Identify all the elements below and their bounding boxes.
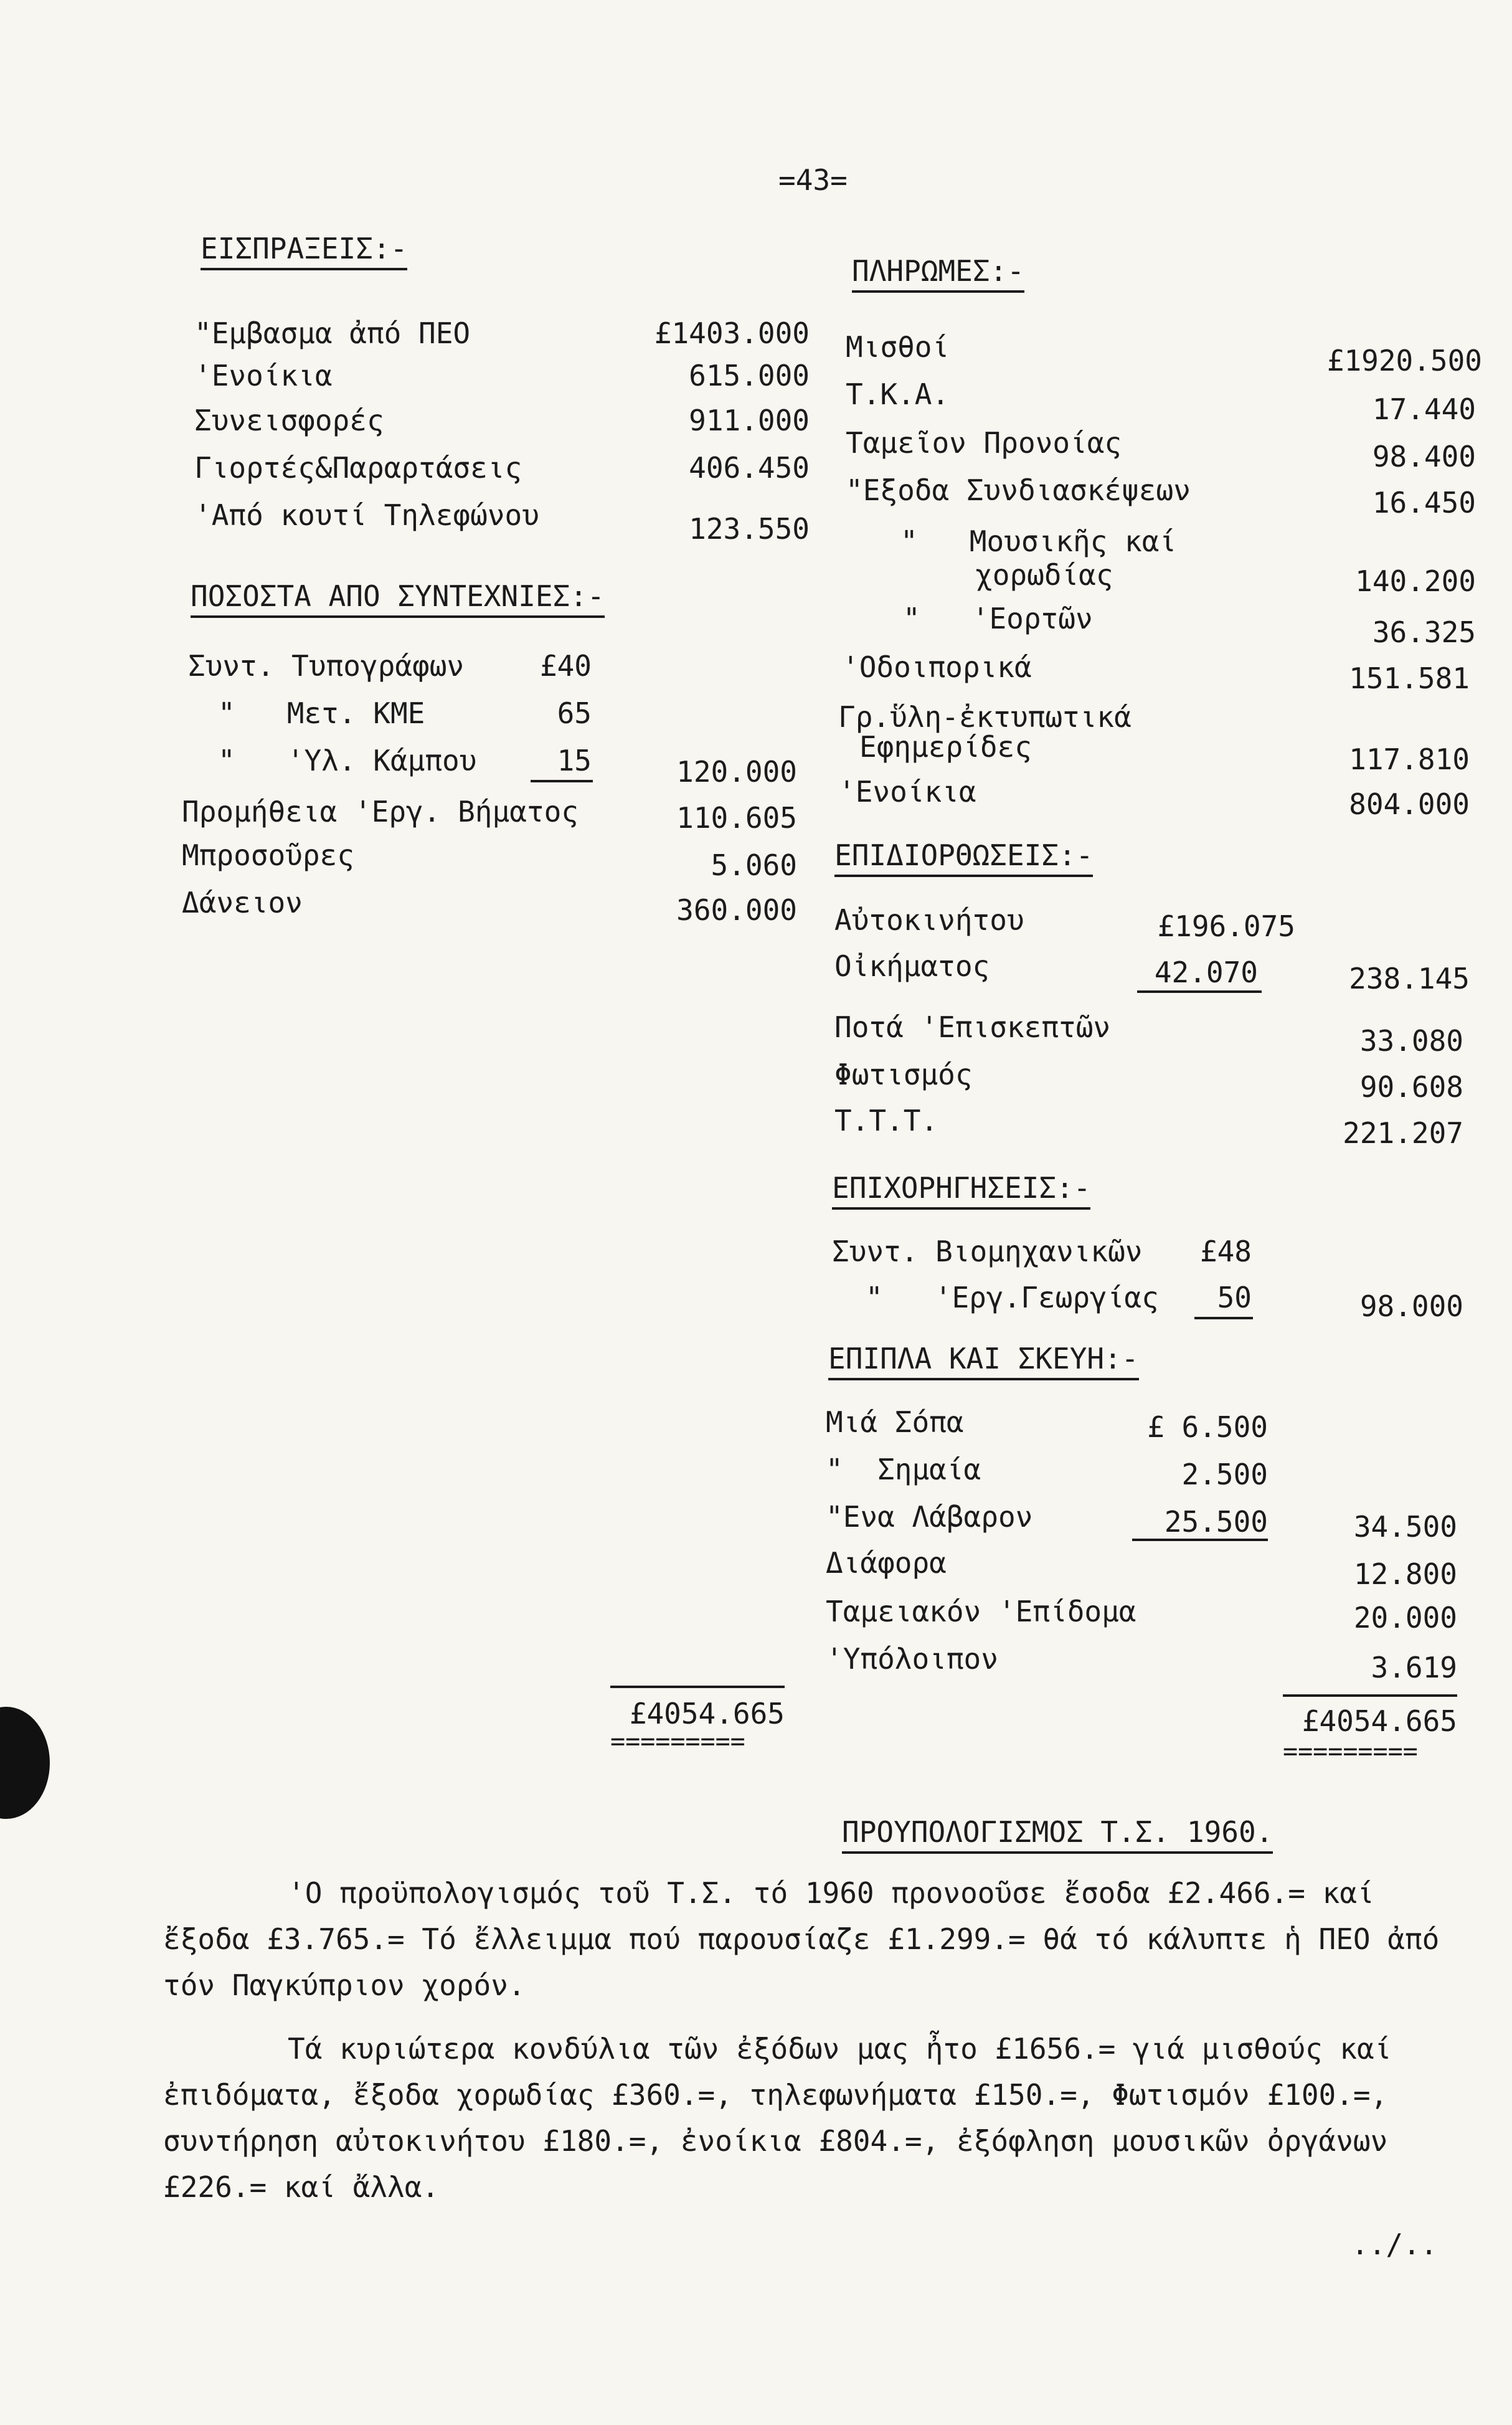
payment-amount: 117.810 xyxy=(1349,743,1470,776)
furniture-value: 2.500 xyxy=(1181,1458,1268,1491)
grant-value: £48 xyxy=(1199,1235,1252,1268)
payment-amount: 140.200 xyxy=(1355,564,1476,598)
repair-value: £196.075 xyxy=(1157,909,1295,943)
payment-amount: 3.619 xyxy=(1371,1651,1457,1684)
furniture-value: £ 6.500 xyxy=(1147,1410,1268,1444)
percent-label: Συντ. Τυπογράφων xyxy=(188,649,465,683)
receipt-amount: 615.000 xyxy=(689,359,810,392)
payment-amount: 151.581 xyxy=(1349,662,1470,695)
payment-label: Φωτισμός xyxy=(834,1058,973,1091)
page-number: =43= xyxy=(778,163,848,197)
budget-paragraph-1: 'Ο προϋπολογισμός τοῦ Τ.Σ. τό 1960 προνοοῦσε ἔσοδα £2.466.= καί ἔξοδα £3.765.= Τό ἔλλειμμα πού παρουσίαζε £1.299.= θά τό κάλυπτε ἡ ΠΕΟ ἀπό τόν Παγκύπριον χορόν. xyxy=(163,1876,1440,2002)
receipts-heading: ΕΙΣΠΡΑΞΕΙΣ:- xyxy=(201,232,407,265)
continuation-mark: ../.. xyxy=(1351,2228,1438,2261)
payment-amount: 36.325 xyxy=(1372,615,1476,649)
payment-label: Ποτά 'Επισκεπτῶν xyxy=(834,1010,1111,1044)
payment-label: Ταμεῖον Προνοίας xyxy=(846,426,1122,460)
payment-label: Ταμειακόν 'Επίδομα xyxy=(826,1595,1136,1628)
receipt-label: Προμήθεια 'Εργ. Βήματος xyxy=(182,795,579,828)
payment-amount: 20.000 xyxy=(1353,1601,1457,1635)
furniture-label: Μιά Σόπα xyxy=(826,1405,964,1439)
receipt-amount: 110.605 xyxy=(676,801,797,835)
receipts-total: £4054.665 xyxy=(629,1697,785,1730)
payments-total-double-rule: ========= xyxy=(1283,1737,1418,1766)
percent-label: " Μετ. ΚΜΕ xyxy=(218,696,425,730)
payments-heading: ΠΛΗΡΩΜΕΣ:- xyxy=(852,254,1024,288)
payment-label: "Εξοδα Συνδιασκέψεων xyxy=(846,473,1191,507)
subtotal-rule xyxy=(531,780,593,782)
receipt-amount: 123.550 xyxy=(689,512,810,546)
repair-label: Οἰκήματος xyxy=(834,949,990,983)
payment-label: " Μουσικῆς καί xyxy=(900,524,1177,558)
payment-label: χορωδίας xyxy=(975,558,1113,592)
budget-heading: ΠΡΟΥΠΟΛΟΓΙΣΜΟΣ Τ.Σ. 1960. xyxy=(842,1815,1273,1849)
payment-label: Τ.Κ.Α. xyxy=(846,377,950,411)
total-rule-top xyxy=(610,1686,785,1688)
grant-label: " 'Εργ.Γεωργίας xyxy=(866,1281,1159,1314)
furniture-total: 34.500 xyxy=(1353,1510,1457,1544)
receipt-amount: 5.060 xyxy=(711,848,797,882)
percent-total: 120.000 xyxy=(676,755,797,789)
grant-label: Συντ. Βιομηχανικῶν xyxy=(832,1235,1143,1268)
receipts-total-double-rule: ========= xyxy=(610,1727,745,1756)
receipt-label: 'Ενοίκια xyxy=(194,359,333,392)
grants-total: 98.000 xyxy=(1359,1289,1463,1323)
payment-amount: 221.207 xyxy=(1343,1116,1463,1150)
receipt-amount: 406.450 xyxy=(689,451,810,485)
furniture-label: "Ενα Λάβαρον xyxy=(826,1500,1033,1534)
payment-label: Τ.Τ.Τ. xyxy=(834,1104,938,1137)
grant-value: 50 xyxy=(1217,1281,1252,1314)
percent-value: 15 xyxy=(557,744,592,777)
repair-label: Αὐτοκινήτου xyxy=(834,903,1024,937)
receipt-amount: 911.000 xyxy=(689,404,810,437)
payment-label: 'Ενοίκια xyxy=(838,775,976,809)
receipt-label: Συνεισφορές xyxy=(194,404,384,437)
payment-label: Μισθοί xyxy=(846,330,950,364)
receipt-amount: £1403.000 xyxy=(654,316,810,350)
payment-label: Εφημερίδες xyxy=(859,730,1032,764)
budget-paragraph-2: Τά κυριώτερα κονδύλια τῶν ἐξόδων μας ἦτο £1656.= γιά μισθούς καί ἐπιδόματα, ἔξοδα χορωδίας £360.=, τηλεφωνήματα £150.=, Φωτισμόν £100.=, συντήρηση αὐτοκινήτου £180.=, ἐνοίκια £804.=, ἐξόφληση μουσικῶν ὀργάνων £226.= καί ἄλλα. xyxy=(163,2032,1392,2204)
payment-amount: 33.080 xyxy=(1359,1024,1463,1058)
payment-amount: 804.000 xyxy=(1349,787,1470,821)
payment-label: Διάφορα xyxy=(826,1546,947,1580)
repair-value: 42.070 xyxy=(1154,956,1258,989)
receipt-label: 'Από κουτί Τηλεφώνου xyxy=(194,498,539,532)
payment-label: " 'Εορτῶν xyxy=(903,602,1093,635)
receipt-label: "Εμβασμα ἀπό ΠΕΟ xyxy=(194,316,471,350)
payment-label: 'Οδοιπορικά xyxy=(842,650,1032,684)
total-rule-top xyxy=(1283,1694,1457,1697)
furniture-label: " Σημαία xyxy=(826,1453,981,1486)
percent-heading: ΠΟΣΟΣΤΑ ΑΠΟ ΣΥΝΤΕΧΝΙΕΣ:- xyxy=(191,579,605,613)
payment-amount: 98.400 xyxy=(1372,440,1476,473)
receipt-amount: 360.000 xyxy=(676,893,797,927)
receipt-label: Δάνειον xyxy=(182,886,303,919)
grants-heading: ΕΠΙΧΟΡΗΓΗΣΕΙΣ:- xyxy=(832,1171,1090,1205)
furniture-heading: ΕΠΙΠΛΑ ΚΑΙ ΣΚΕΥΗ:- xyxy=(828,1342,1139,1375)
punch-hole-mark xyxy=(0,1707,50,1819)
payment-amount: 16.450 xyxy=(1372,486,1476,520)
payment-label: Γρ.ὕλη-ἐκτυπωτικά xyxy=(838,700,1132,734)
percent-value: £40 xyxy=(539,649,592,683)
receipt-label: Μπροσοῦρες xyxy=(182,838,354,872)
payment-amount: 17.440 xyxy=(1372,392,1476,426)
payment-amount: 12.800 xyxy=(1353,1557,1457,1591)
payments-total: £4054.665 xyxy=(1302,1704,1457,1738)
payment-amount: 90.608 xyxy=(1359,1070,1463,1104)
repairs-total: 238.145 xyxy=(1349,962,1470,995)
percent-label: " 'Υλ. Κάμπου xyxy=(218,744,477,777)
repairs-heading: ΕΠΙΔΙΟΡΘΩΣΕΙΣ:- xyxy=(834,838,1093,872)
payment-amount: £1920.500 xyxy=(1326,344,1482,377)
percent-value: 65 xyxy=(557,696,592,730)
payment-label: 'Υπόλοιπον xyxy=(826,1642,998,1676)
furniture-value: 25.500 xyxy=(1164,1505,1268,1539)
receipt-label: Γιορτές&Παραρτάσεις xyxy=(194,451,522,485)
